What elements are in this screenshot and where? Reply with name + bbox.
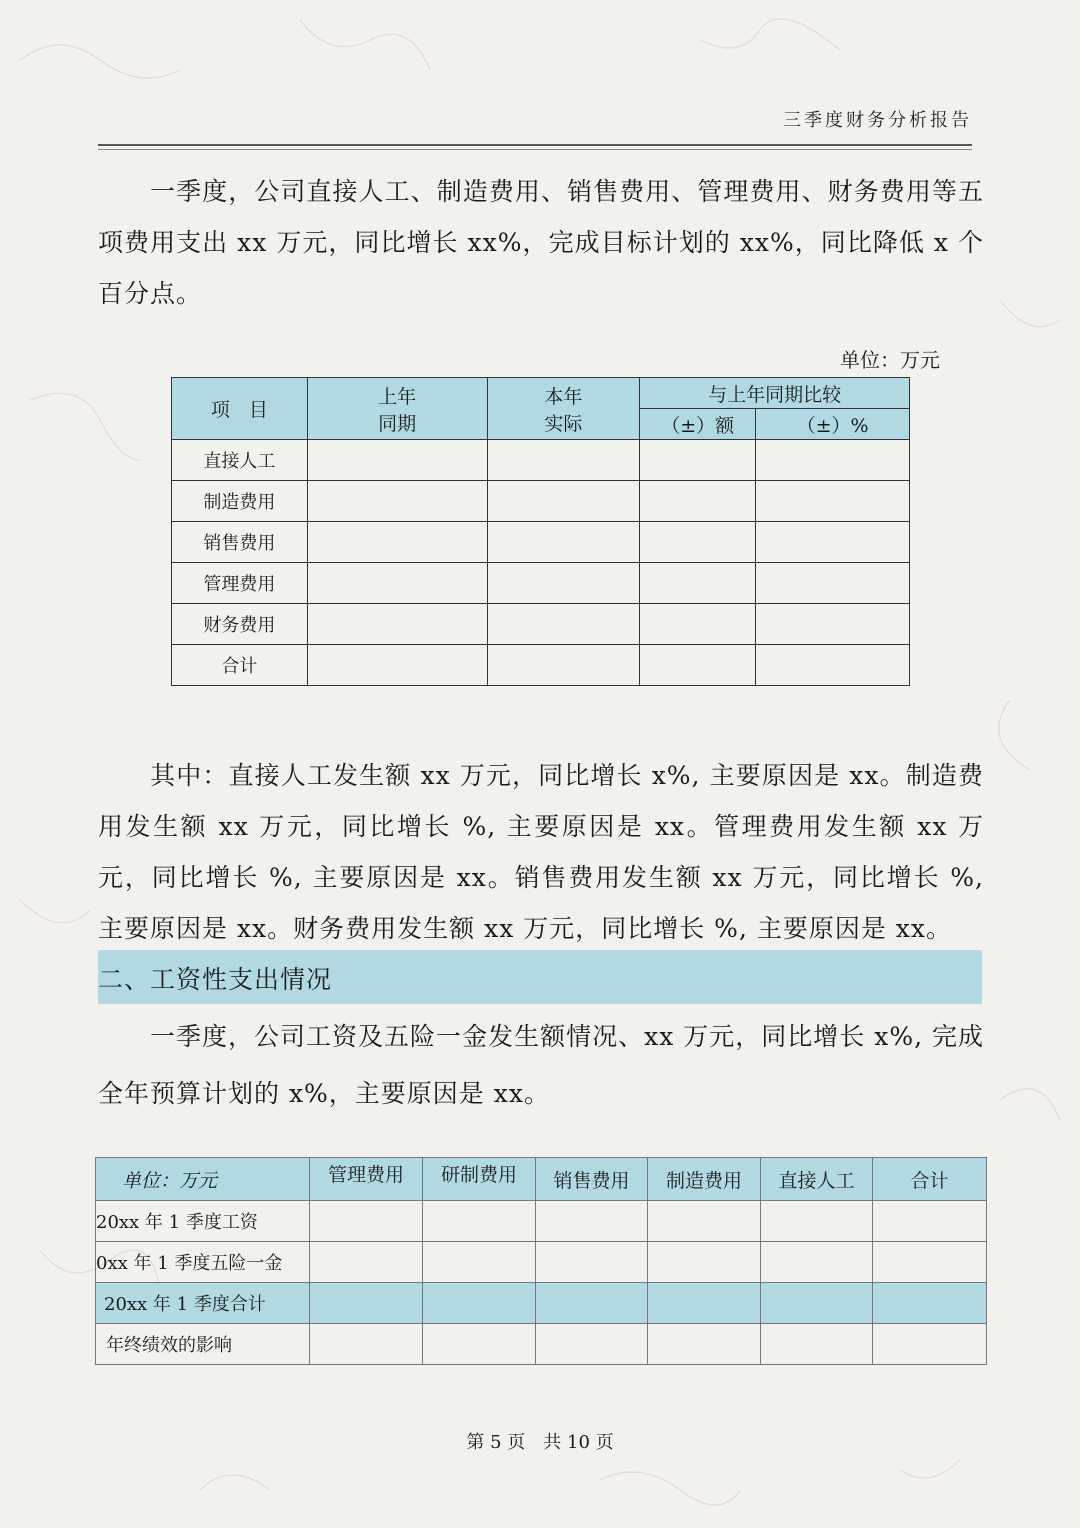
row-label: 制造费用 xyxy=(172,481,308,522)
header-diff-amount: （±）额 xyxy=(640,409,756,440)
paragraph-expenses-summary: 一季度，公司直接人工、制造费用、销售费用、管理费用、财务费用等五项费用支出 xx 万元，同比增长 xx%，完成目标计划的 xx%，同比降低 x 个百分点。 xyxy=(98,177,984,308)
header-title: 三季度财务分析报告 xyxy=(783,110,972,131)
row-label: 20xx 年 1 季度合计 xyxy=(96,1283,310,1324)
header-this-year: 本年 实际 xyxy=(487,378,640,440)
header-last-year: 上年 同期 xyxy=(307,378,487,440)
header-col: 研制费用 xyxy=(423,1158,536,1201)
table-row xyxy=(96,1324,987,1365)
header-col: 制造费用 xyxy=(648,1158,761,1201)
row-label: 管理费用 xyxy=(172,563,308,604)
header-compare: 与上年同期比较 xyxy=(640,378,910,409)
table-row xyxy=(172,563,910,604)
header-diff-pct: （±）% xyxy=(756,409,910,440)
header-col: 销售费用 xyxy=(536,1158,648,1201)
section-heading-bar xyxy=(98,950,982,1004)
row-label: 年终绩效的影响 xyxy=(96,1324,310,1365)
header-col: 管理费用 xyxy=(310,1158,423,1201)
table2-unit: 单位：万元 xyxy=(96,1158,310,1201)
row-label: 20xx 年 1 季度工资 xyxy=(96,1201,310,1242)
row-label: 销售费用 xyxy=(172,522,308,563)
table-row xyxy=(172,604,910,645)
table-row xyxy=(172,481,910,522)
header-col: 合计 xyxy=(873,1158,987,1201)
paragraph-salary-summary: 一季度，公司工资及五险一金发生额情况、xx 万元，同比增长 x%, 完成全年预算计划的 x%，主要原因是 xx。 xyxy=(98,1022,984,1108)
table1-unit: 单位：万元 xyxy=(840,348,940,372)
row-label: 直接人工 xyxy=(172,440,308,481)
row-label: 合计 xyxy=(172,645,308,686)
row-label: 财务费用 xyxy=(172,604,308,645)
table-row xyxy=(96,1242,987,1283)
table-row xyxy=(172,440,910,481)
paragraph-expense-details: 其中：直接人工发生额 xx 万元，同比增长 x%, 主要原因是 xx。制造费用发生额 xx 万元，同比增长 %, 主要原因是 xx。管理费用发生额 xx 万元，同比增长 %, 主要原因是 xx。销售费用发生额 xx 万元，同比增长 %, 主要原因是 xx。财务费用发生额 xx 万元，同比增长 %, 主要原因是 xx。 xyxy=(98,761,984,943)
header-divider xyxy=(98,144,972,150)
section-heading: 二、工资性支出情况 xyxy=(98,965,333,994)
header-col: 直接人工 xyxy=(761,1158,873,1201)
table-row xyxy=(172,645,910,686)
page-footer: 第 5 页 共 10 页 xyxy=(466,1432,614,1453)
table-row xyxy=(96,1201,987,1242)
row-label: 0xx 年 1 季度五险一金 xyxy=(96,1242,310,1283)
header-item: 项 目 xyxy=(172,378,308,440)
table-row-total xyxy=(96,1283,987,1324)
salary-expense-table xyxy=(95,1157,987,1365)
table-row xyxy=(172,522,910,563)
expense-comparison-table xyxy=(171,377,910,686)
